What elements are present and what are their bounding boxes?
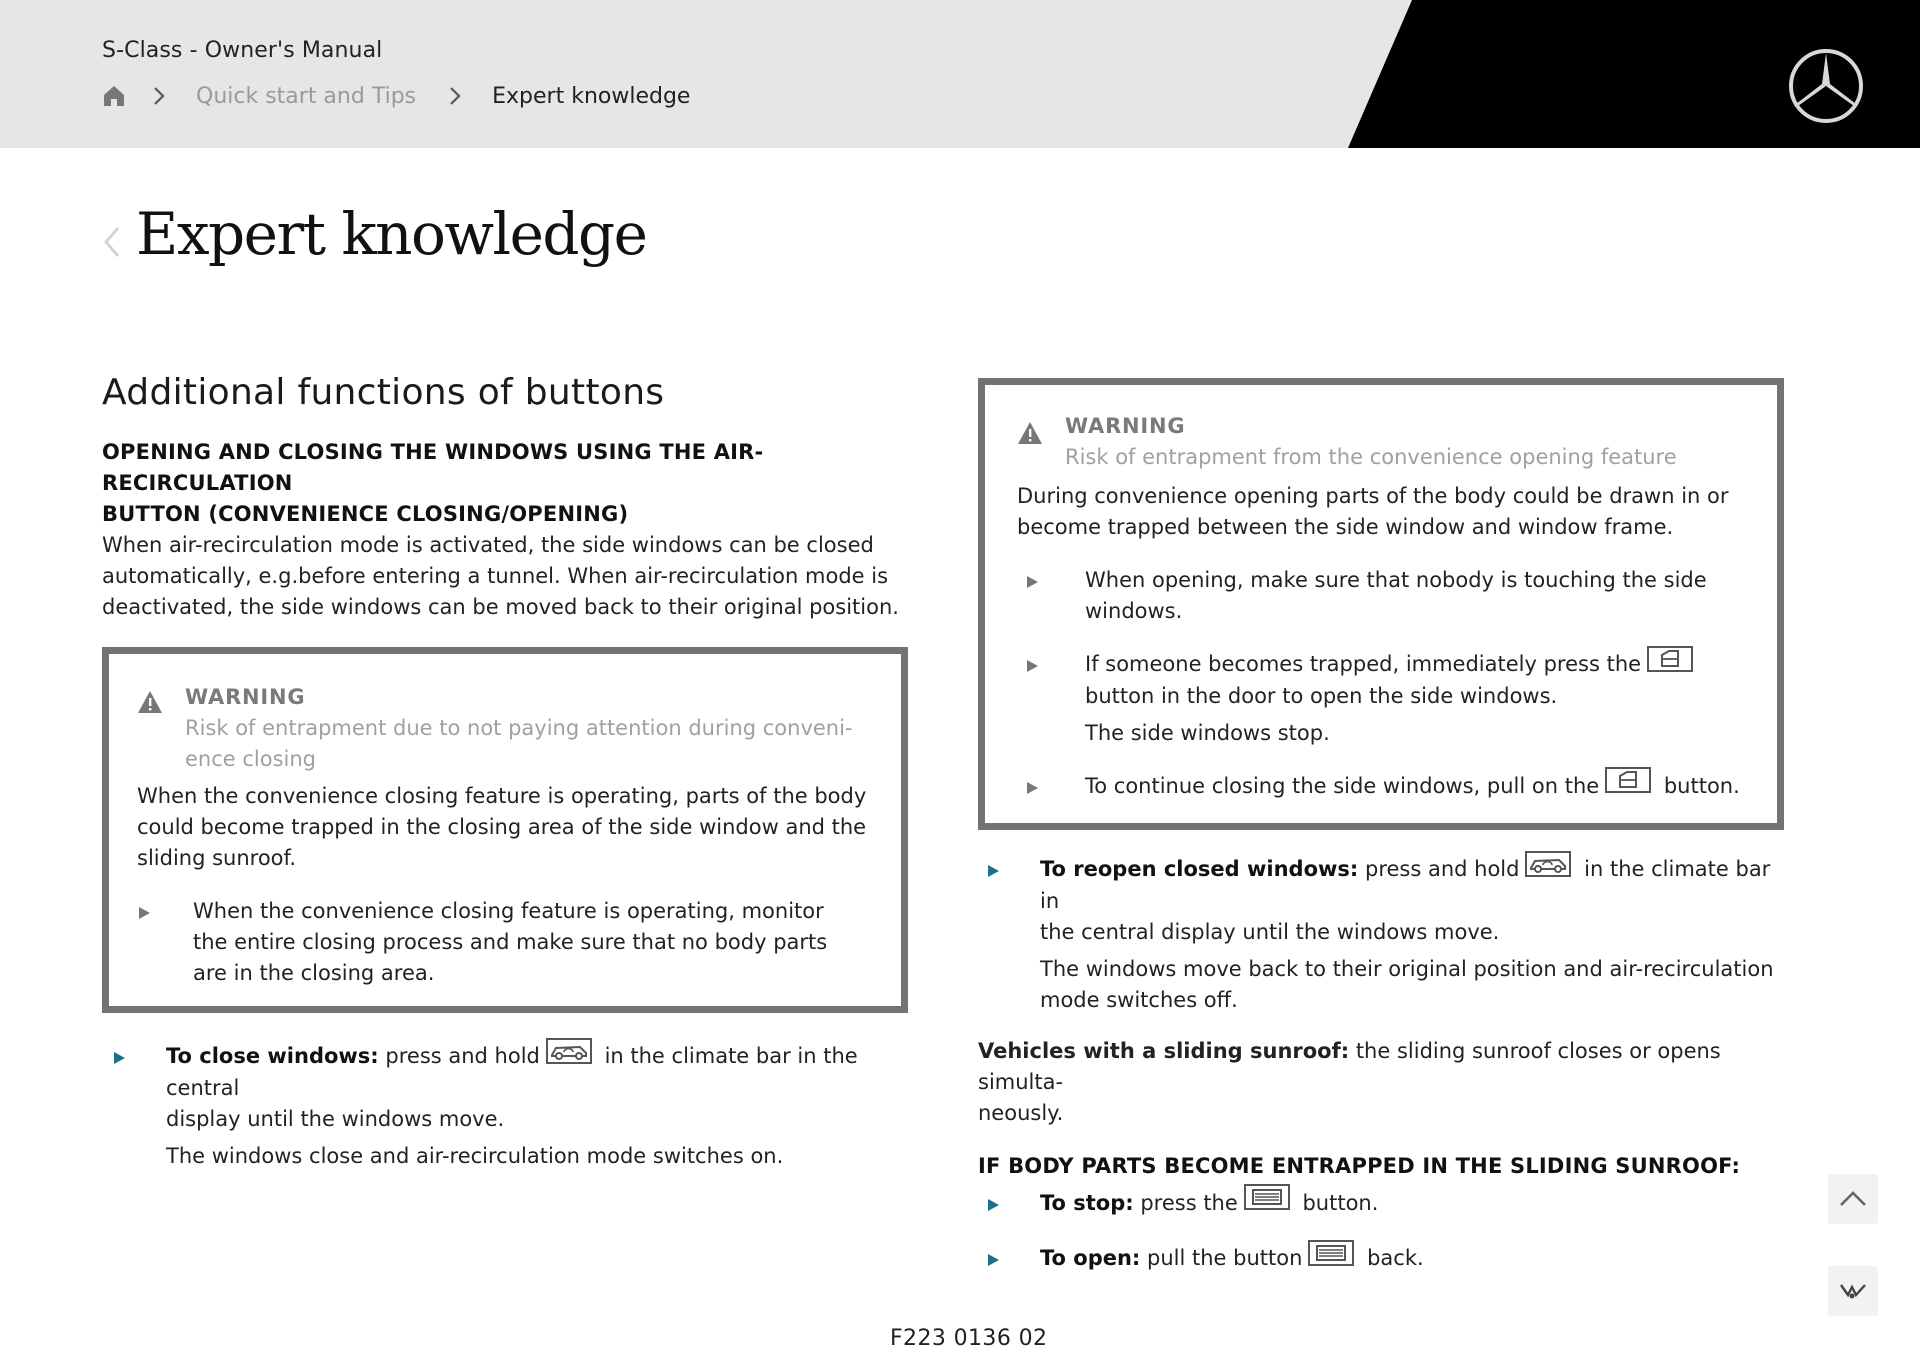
breadcrumb: [102, 80, 690, 112]
warning-body-line: When the convenience closing feature is operating, parts of the body: [137, 784, 867, 808]
section-heading: Additional functions of buttons: [102, 372, 665, 413]
warning-triangle-icon: [1017, 421, 1043, 445]
step-line: the entire closing process and make sure that no body parts: [193, 930, 828, 954]
step-line: are in the closing area.: [193, 961, 435, 985]
blue-arrow-icon: [112, 1050, 126, 1064]
gray-arrow-icon: [1025, 658, 1039, 672]
step-text: press and hold: [378, 1044, 540, 1068]
step-text: pull the button: [1140, 1246, 1303, 1270]
chevron-right-icon: [444, 84, 466, 108]
subhead-line: OPENING AND CLOSING THE WINDOWS USING THE AIR-RECIRCULATION: [102, 440, 764, 495]
step-line: To continue closing the side windows, pull on the: [1085, 773, 1600, 798]
left-column: [102, 372, 908, 1172]
warning-title: WARNING: [185, 685, 306, 709]
warning-step: [1025, 649, 1747, 749]
step-line: When opening, make sure that nobody is touching the side: [1085, 568, 1707, 592]
window-switch-icon: [1605, 767, 1651, 802]
chevron-right-icon: [148, 84, 170, 108]
gray-arrow-icon: [1025, 574, 1039, 588]
warning-body-line: During convenience opening parts of the body could be drawn in or: [1017, 484, 1729, 508]
step-result: The windows move back to their original position and air-recirculation: [1040, 956, 1774, 981]
step-line: If someone becomes trapped, immediately press the: [1085, 652, 1642, 676]
step-bold-label: To close windows:: [166, 1044, 379, 1068]
page-title: Expert knowledge: [136, 200, 647, 268]
open-step: [986, 1243, 1784, 1275]
air-recirculation-icon: [546, 1038, 592, 1073]
stop-step: [986, 1188, 1784, 1220]
image-code: F223 0136 02: [890, 1326, 1048, 1351]
warning-step: [1025, 565, 1747, 627]
step-bold-label: To reopen closed windows:: [1040, 857, 1359, 881]
warning-step: [137, 896, 871, 989]
subhead-line: BUTTON (CONVENIENCE CLOSING/OPENING): [102, 502, 629, 526]
sunroof-text: the sliding sunroof closes or opens simulta-: [978, 1038, 1721, 1094]
warning-body-line: become trapped between the side window and window frame.: [1017, 515, 1674, 539]
intro-line: automatically, e.g.before entering a tunnel. When air-recirculation mode is: [102, 564, 889, 588]
gray-arrow-icon: [137, 905, 151, 919]
mercedes-star-logo[interactable]: [1786, 46, 1866, 126]
warning-title: WARNING: [1065, 414, 1186, 438]
reopen-windows-step: [986, 854, 1784, 1016]
warning-subtitle: Risk of entrapment from the convenience opening feature: [1065, 445, 1677, 469]
warning-body-line: sliding sunroof.: [137, 846, 297, 870]
intro-line: deactivated, the side windows can be moved back to their original position.: [102, 595, 899, 619]
sunroof-switch-icon: [1308, 1240, 1354, 1275]
step-text: press and hold: [1358, 857, 1520, 881]
gray-arrow-icon: [1025, 780, 1039, 794]
warning-subtitle: ence closing: [185, 747, 317, 771]
step-result: The windows close and air-recirculation mode switches on.: [166, 1143, 784, 1168]
step-text: press the: [1133, 1190, 1238, 1215]
step-line: button in the door to open the side windows.: [1085, 683, 1558, 708]
warning-triangle-icon: [137, 690, 163, 714]
step-result: The side windows stop.: [1085, 720, 1330, 745]
warning-subtitle: Risk of entrapment due to not paying attention during conveni-: [185, 716, 853, 740]
warning-box-convenience-opening: [978, 378, 1784, 830]
step-result: mode switches off.: [1040, 987, 1238, 1012]
breadcrumb-link-quick-start[interactable]: Quick start and Tips: [196, 83, 417, 109]
right-column: [978, 378, 1784, 1275]
warning-box-convenience-closing: [102, 647, 908, 1013]
blue-arrow-icon: [986, 863, 1000, 877]
window-switch-icon: [1647, 646, 1693, 681]
sunroof-text-line2: neously.: [978, 1100, 1064, 1125]
air-recirculation-icon: [1525, 851, 1571, 886]
step-text: button.: [1295, 1190, 1379, 1215]
step-text: back.: [1360, 1246, 1424, 1270]
step-bold-label: To open:: [1040, 1246, 1141, 1270]
manual-title: S-Class - Owner's Manual: [102, 38, 383, 63]
scroll-to-top-button[interactable]: [1828, 1174, 1878, 1224]
step-text: in the climate bar in: [1040, 857, 1771, 913]
close-windows-step: [112, 1041, 908, 1172]
step-line: windows.: [1085, 599, 1183, 623]
step-text: display until the windows move.: [166, 1106, 505, 1131]
home-icon[interactable]: [102, 84, 126, 108]
breadcrumb-current: Expert knowledge: [492, 83, 691, 109]
blue-arrow-icon: [986, 1197, 1000, 1211]
chevron-up-icon: [1838, 1189, 1868, 1209]
step-line: When the convenience closing feature is operating, monitor: [193, 899, 824, 923]
sunroof-switch-icon: [1244, 1184, 1290, 1219]
back-chevron-icon[interactable]: [100, 222, 124, 262]
warning-step: [1025, 771, 1747, 803]
warning-body-line: could become trapped in the closing area of the side window and the: [137, 815, 867, 839]
step-text: the central display until the windows move.: [1040, 919, 1500, 944]
eye-feather-icon: [1838, 1279, 1868, 1303]
reading-mode-button[interactable]: [1828, 1266, 1878, 1316]
entrap-heading: IF BODY PARTS BECOME ENTRAPPED IN THE SLIDING SUNROOF:: [978, 1153, 1741, 1178]
step-bold-label: To stop:: [1040, 1190, 1134, 1215]
sunroof-bold: Vehicles with a sliding sunroof:: [978, 1038, 1350, 1063]
step-text: in the climate bar in the central: [166, 1044, 858, 1100]
blue-arrow-icon: [986, 1252, 1000, 1266]
intro-line: When air-recirculation mode is activated, the side windows can be closed: [102, 533, 874, 557]
sunroof-paragraph: [978, 1036, 1784, 1098]
step-line: button.: [1657, 773, 1740, 798]
